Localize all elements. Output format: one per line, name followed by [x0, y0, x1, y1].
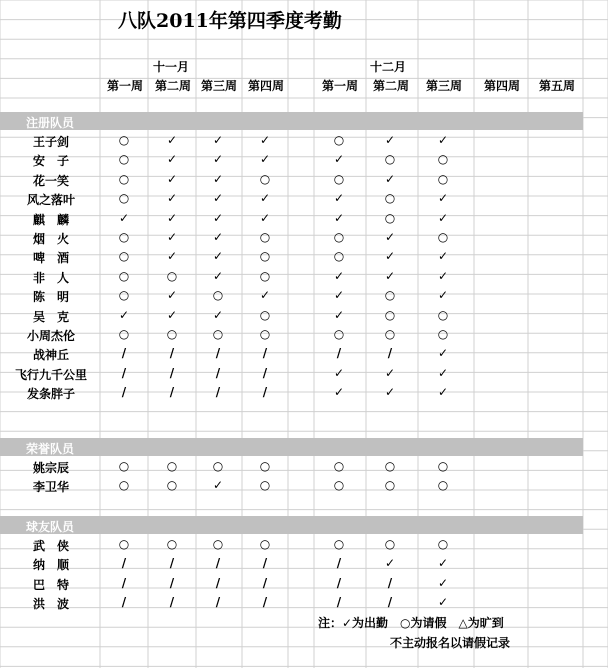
attendance-mark: ✓: [384, 171, 396, 186]
attendance-mark: ✓: [259, 152, 271, 167]
member-name: 战神丘: [32, 348, 69, 363]
attendance-mark: ✓: [437, 385, 449, 400]
attendance-mark: /: [215, 365, 221, 380]
section-friends: [0, 516, 583, 534]
attendance-mark: ✓: [437, 556, 449, 571]
attendance-mark: ✓: [259, 210, 271, 225]
attendance-mark: ○: [437, 537, 449, 551]
attendance-mark: /: [387, 346, 393, 361]
attendance-mark: ✓: [212, 191, 224, 206]
attendance-mark: ○: [259, 171, 271, 186]
member-name: 纳 顺: [32, 558, 69, 573]
attendance-mark: ○: [384, 327, 396, 341]
attendance-mark: ○: [384, 537, 396, 551]
attendance-mark: /: [121, 385, 127, 400]
attendance-mark: ✓: [166, 191, 178, 206]
attendance-mark: ○: [333, 459, 345, 473]
attendance-mark: /: [169, 385, 175, 400]
week-header: 第二周: [372, 79, 409, 93]
section-honorary-label: 荣誉队员: [26, 442, 75, 456]
member-name: 花一笑: [32, 173, 69, 188]
attendance-mark: ✓: [384, 556, 396, 571]
attendance-mark: /: [121, 595, 127, 610]
attendance-mark: ○: [166, 327, 178, 341]
attendance-mark: ○: [118, 191, 130, 206]
attendance-mark: ✓: [212, 171, 224, 186]
attendance-mark: ○: [384, 459, 396, 473]
attendance-mark: ✓: [212, 152, 224, 167]
attendance-mark: /: [336, 575, 342, 590]
attendance-mark: /: [121, 556, 127, 571]
attendance-mark: ○: [259, 459, 271, 473]
attendance-mark: /: [336, 556, 342, 571]
attendance-mark: ✓: [166, 288, 178, 303]
attendance-mark: /: [387, 595, 393, 610]
month-december: 十二月: [369, 60, 406, 74]
attendance-mark: ✓: [333, 268, 345, 283]
attendance-mark: ○: [333, 230, 345, 244]
member-name: 陈 明: [32, 290, 69, 305]
attendance-mark: ○: [259, 327, 271, 341]
attendance-mark: ○: [333, 537, 345, 551]
page-title: 八队2011年第四季度考勤: [118, 10, 342, 32]
attendance-mark: ✓: [166, 307, 178, 322]
attendance-mark: ✓: [166, 230, 178, 244]
attendance-mark: ✓: [212, 478, 224, 493]
attendance-mark: ○: [259, 249, 271, 264]
attendance-mark: ✓: [437, 346, 449, 361]
attendance-mark: ○: [259, 478, 271, 493]
attendance-mark: ✓: [437, 191, 449, 206]
attendance-mark: ✓: [384, 230, 396, 244]
section-friends-label: 球友队员: [26, 520, 75, 534]
attendance-mark: /: [169, 346, 175, 361]
attendance-mark: /: [169, 365, 175, 380]
attendance-mark: ✓: [259, 191, 271, 206]
attendance-mark: /: [262, 595, 268, 610]
attendance-mark: ✓: [259, 288, 271, 303]
attendance-mark: ○: [118, 249, 130, 264]
section-honorary: [0, 438, 583, 456]
legend-note: 注：✓为出勤 ○为请假 △为旷到: [318, 616, 504, 630]
attendance-mark: ○: [437, 152, 449, 167]
attendance-mark: ○: [259, 230, 271, 244]
member-name: 武 侠: [32, 539, 69, 553]
attendance-mark: ✓: [333, 385, 345, 400]
attendance-mark: ✓: [166, 249, 178, 264]
attendance-mark: /: [121, 365, 127, 380]
attendance-mark: /: [169, 575, 175, 590]
attendance-mark: ○: [384, 288, 396, 303]
attendance-mark: ○: [166, 268, 178, 283]
attendance-mark: ○: [118, 230, 130, 244]
attendance-mark: ✓: [333, 307, 345, 322]
attendance-mark: /: [215, 556, 221, 571]
attendance-mark: ✓: [333, 288, 345, 303]
attendance-mark: /: [121, 575, 127, 590]
member-name: 烟 火: [32, 232, 69, 246]
attendance-mark: ✓: [384, 268, 396, 283]
week-header: 第一周: [106, 79, 143, 93]
attendance-mark: ✓: [384, 385, 396, 400]
attendance-mark: /: [262, 365, 268, 380]
week-header: 第三周: [200, 79, 237, 93]
attendance-mark: ✓: [333, 191, 345, 206]
attendance-mark: ○: [384, 191, 396, 206]
attendance-mark: ✓: [437, 268, 449, 283]
attendance-mark: ○: [118, 152, 130, 167]
attendance-mark: ○: [333, 327, 345, 341]
attendance-mark: /: [169, 595, 175, 610]
attendance-mark: /: [262, 385, 268, 400]
attendance-mark: ○: [384, 478, 396, 493]
member-name: 洪 波: [32, 597, 69, 612]
week-header: 第四周: [483, 79, 520, 93]
attendance-mark: ○: [259, 307, 271, 322]
attendance-mark: ○: [259, 268, 271, 283]
attendance-mark: ○: [437, 307, 449, 322]
attendance-mark: ✓: [333, 152, 345, 167]
attendance-mark: ○: [437, 327, 449, 341]
attendance-mark: ○: [333, 171, 345, 186]
attendance-mark: /: [262, 346, 268, 361]
member-name: 吴 克: [32, 309, 69, 324]
member-name: 麒 麟: [32, 212, 69, 227]
attendance-mark: ✓: [212, 133, 224, 147]
attendance-mark: ○: [333, 478, 345, 493]
member-name: 飞行九千公里: [14, 367, 87, 382]
attendance-mark: /: [215, 595, 221, 610]
member-name: 巴 特: [32, 577, 69, 592]
attendance-mark: /: [336, 346, 342, 361]
attendance-mark: ○: [166, 537, 178, 551]
attendance-mark: ✓: [437, 575, 449, 590]
attendance-mark: /: [262, 575, 268, 590]
attendance-mark: ✓: [437, 210, 449, 225]
attendance-mark: ✓: [166, 152, 178, 167]
attendance-mark: ✓: [118, 210, 130, 225]
week-header: 第三周: [425, 79, 462, 93]
attendance-mark: ○: [118, 327, 130, 341]
attendance-mark: ✓: [437, 595, 449, 610]
member-name: 发条胖子: [26, 387, 75, 402]
member-name: 安 子: [32, 154, 69, 169]
attendance-mark: ○: [118, 268, 130, 283]
attendance-mark: ○: [384, 307, 396, 322]
attendance-mark: ✓: [437, 133, 449, 147]
week-header: 第五周: [538, 79, 575, 93]
attendance-mark: ○: [259, 537, 271, 551]
attendance-mark: ○: [212, 288, 224, 303]
attendance-mark: ✓: [384, 365, 396, 380]
attendance-mark: ○: [437, 478, 449, 493]
month-november: 十一月: [152, 60, 189, 74]
member-name: 李卫华: [32, 480, 69, 495]
member-name: 啤 酒: [32, 251, 69, 266]
week-header: 第一周: [321, 79, 358, 93]
member-name: 风之落叶: [26, 193, 75, 208]
attendance-mark: ✓: [212, 210, 224, 225]
week-header: 第四周: [247, 79, 284, 93]
attendance-mark: /: [336, 595, 342, 610]
member-name: 姚宗辰: [32, 461, 69, 475]
attendance-mark: ○: [118, 133, 130, 147]
attendance-mark: /: [121, 346, 127, 361]
legend-note-2: 不主动报名以请假记录: [390, 636, 511, 650]
section-registered-label: 注册队员: [26, 116, 75, 130]
attendance-mark: ✓: [118, 307, 130, 322]
attendance-mark: ✓: [437, 365, 449, 380]
attendance-mark: ○: [118, 171, 130, 186]
attendance-mark: ✓: [384, 133, 396, 147]
attendance-mark: ○: [437, 230, 449, 244]
section-registered: [0, 112, 583, 130]
attendance-mark: ✓: [212, 230, 224, 244]
member-name: 小周杰伦: [26, 329, 75, 343]
attendance-mark: ✓: [333, 210, 345, 225]
attendance-mark: ○: [437, 171, 449, 186]
attendance-mark: ○: [118, 537, 130, 551]
attendance-mark: ✓: [166, 210, 178, 225]
attendance-mark: /: [215, 575, 221, 590]
attendance-mark: ✓: [212, 249, 224, 264]
attendance-mark: ✓: [437, 288, 449, 303]
attendance-mark: ○: [333, 249, 345, 264]
attendance-mark: /: [169, 556, 175, 571]
member-name: 王子剑: [32, 135, 69, 149]
attendance-mark: ○: [118, 288, 130, 303]
attendance-mark: ✓: [212, 268, 224, 283]
member-name: 非 人: [32, 270, 69, 285]
attendance-mark: /: [215, 385, 221, 400]
attendance-mark: /: [387, 575, 393, 590]
attendance-mark: ○: [333, 133, 345, 147]
attendance-mark: ○: [118, 459, 130, 473]
attendance-mark: ✓: [384, 249, 396, 264]
attendance-mark: ✓: [166, 171, 178, 186]
attendance-mark: ○: [212, 459, 224, 473]
attendance-mark: ○: [384, 152, 396, 167]
attendance-mark: ○: [166, 459, 178, 473]
attendance-mark: ○: [166, 478, 178, 493]
attendance-mark: ✓: [166, 133, 178, 147]
attendance-mark: ✓: [259, 133, 271, 147]
attendance-mark: /: [262, 556, 268, 571]
attendance-mark: ✓: [333, 365, 345, 380]
week-header: 第二周: [154, 79, 191, 93]
attendance-mark: ○: [212, 537, 224, 551]
attendance-mark: /: [215, 346, 221, 361]
attendance-mark: ○: [384, 210, 396, 225]
attendance-mark: ○: [437, 459, 449, 473]
attendance-mark: ✓: [437, 249, 449, 264]
attendance-mark: ✓: [212, 307, 224, 322]
attendance-mark: ○: [118, 478, 130, 493]
attendance-mark: ○: [212, 327, 224, 341]
